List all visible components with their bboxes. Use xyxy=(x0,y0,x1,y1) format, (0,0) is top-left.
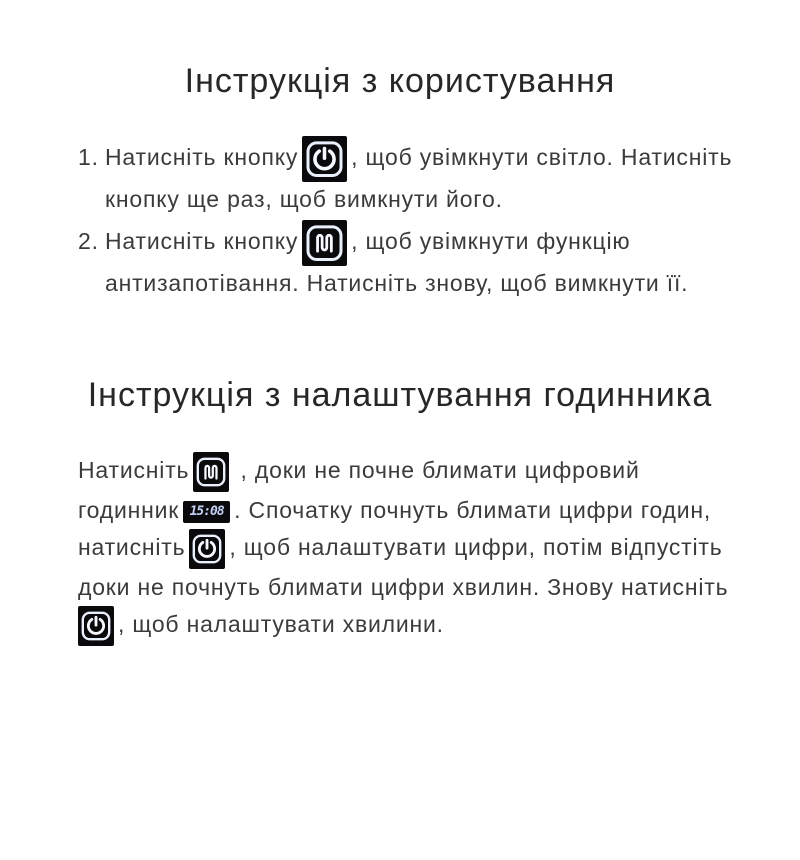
item-number: 1. xyxy=(78,144,99,171)
defog-button-icon xyxy=(193,452,229,492)
item-number: 2. xyxy=(78,228,99,255)
list-item-line2: антизапотівання. Натисніть знову, щоб вимкнути її. xyxy=(105,270,689,296)
clock-instruction-paragraph xyxy=(78,452,768,646)
defog-button-icon xyxy=(302,220,347,266)
power-button-icon xyxy=(78,606,114,646)
list-item-line1 xyxy=(78,220,758,266)
power-button-icon xyxy=(189,529,225,569)
paragraph-line1 xyxy=(78,452,768,492)
item-text: Натисніть кнопку xyxy=(105,228,299,255)
paragraph-text: , щоб налаштувати цифри, потім відпустіть xyxy=(229,534,723,561)
list-item-line1 xyxy=(78,136,758,182)
item-text: , щоб увімкнути функцію xyxy=(351,228,631,255)
paragraph-line2 xyxy=(78,492,768,529)
usage-instruction-list xyxy=(78,136,758,300)
paragraph-text: , щоб налаштувати хвилини. xyxy=(118,611,444,638)
list-item-defog xyxy=(78,220,758,300)
paragraph-text: Натисніть xyxy=(78,457,190,484)
digital-clock-display: 15:08 xyxy=(183,501,230,523)
paragraph-text: годинник xyxy=(78,497,180,523)
paragraph-line4: доки не почнуть блимати цифри хвилин. Знову натисніть xyxy=(78,574,729,600)
item-text: , щоб увімкнути світло. Натисніть xyxy=(351,144,733,171)
paragraph-text: , доки не почне блимати цифровий xyxy=(233,457,640,484)
clock-section-title: Інструкція з налаштування годинника xyxy=(87,376,713,414)
item-text: Натисніть кнопку xyxy=(105,144,299,171)
power-button-icon xyxy=(302,136,347,182)
paragraph-line3 xyxy=(78,529,768,569)
paragraph-text: . Спочатку почнуть блимати цифри годин, xyxy=(234,497,712,523)
paragraph-line5 xyxy=(78,606,768,646)
paragraph-text: натисніть xyxy=(78,534,186,561)
list-item-line2: кнопку ще раз, щоб вимкнути його. xyxy=(105,186,503,212)
usage-section-title: Інструкція з користування xyxy=(184,62,616,100)
list-item-light xyxy=(78,136,758,216)
